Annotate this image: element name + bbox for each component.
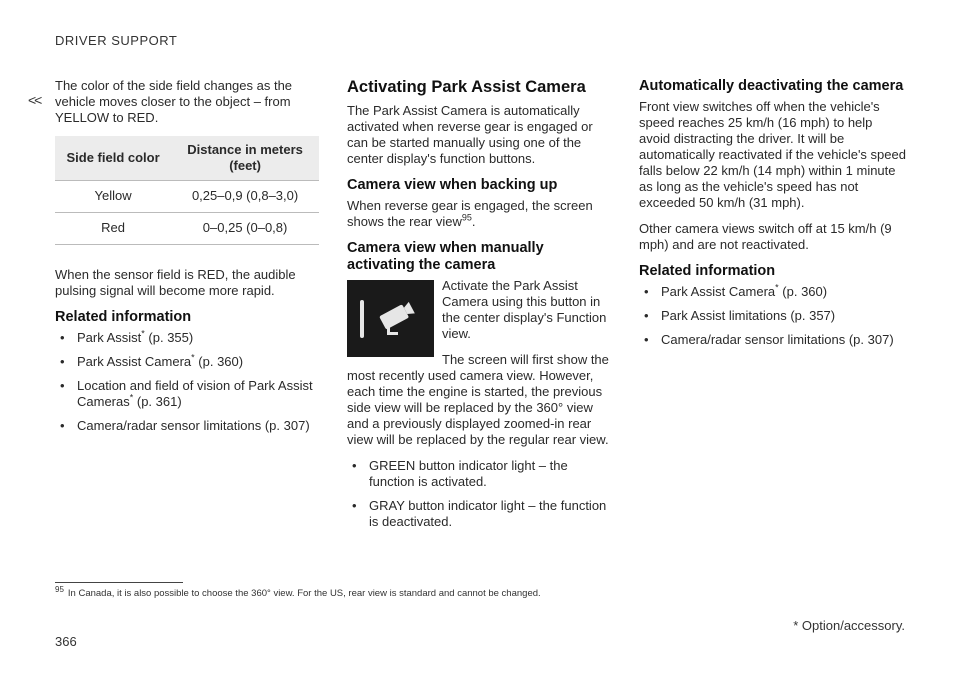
manual-p2: The screen will first show the most recently used camera view. However, each time the engine is started, the previous side view will be replaced by the 360° view and a previously displayed zoomed-in rear view will be replaced by the regular rear view. xyxy=(347,352,609,447)
table-row xyxy=(55,181,319,213)
bullet-icon: • xyxy=(644,308,649,323)
color-intro: The color of the side field changes as the vehicle moves closer to the object – from YELLOW to RED. xyxy=(55,78,293,125)
page-number: 366 xyxy=(55,634,77,649)
bullet-icon: • xyxy=(352,458,357,473)
column-1 xyxy=(55,78,323,442)
related-title: Related information xyxy=(639,263,776,279)
camera-icon xyxy=(375,298,419,342)
bullet-icon: • xyxy=(60,354,65,369)
bullet-icon: • xyxy=(60,378,65,393)
activating-title: Activating Park Assist Camera xyxy=(347,78,586,96)
activating-intro: The Park Assist Camera is automatically activated when reverse gear is engaged or can be started manually using one of the center display's function buttons. xyxy=(347,103,593,166)
indicator-list xyxy=(347,458,615,530)
footnote-rule xyxy=(55,582,183,583)
manual-title: Camera view when manually activating the camera xyxy=(347,240,544,273)
related-link[interactable]: • Park Assist Camera* (p. 360) xyxy=(60,352,244,369)
deactivating-p1: Front view switches off when the vehicle's speed reaches 25 km/h (16 mph) to help avoid distracting the driver. It will be automatically reactivated if the vehicle's speed falls below 22 km/h (14 mph) within 1 minute as long as the vehicle's speed has not exceeded 50 km/h (31 mph). xyxy=(639,99,906,210)
footnote-ref: 95 xyxy=(461,212,472,223)
backing-title: Camera view when backing up xyxy=(347,177,558,193)
related-link[interactable]: • Park Assist Camera* (p. 360) xyxy=(644,282,828,299)
bullet-icon: • xyxy=(644,332,649,347)
list-item: • GREEN button indicator light – the function is activated. xyxy=(352,458,568,489)
column-3 xyxy=(639,78,907,356)
table-cell: 0–0,25 (0–0,8) xyxy=(171,213,319,245)
table-row xyxy=(55,213,319,245)
related-list xyxy=(55,330,323,434)
table-header: Side field color xyxy=(55,136,171,181)
table-cell: Yellow xyxy=(55,181,171,213)
deactivating-title: Automatically deactivating the camera xyxy=(639,78,904,94)
manual-p1: Activate the Park Assist Camera using this button in the center display's Function view. xyxy=(442,278,607,341)
table-cell: 0,25–0,9 (0,8–3,0) xyxy=(171,181,319,213)
list-item: • GRAY button indicator light – the function is deactivated. xyxy=(352,498,607,529)
bullet-icon: • xyxy=(644,284,649,299)
indicator-bar xyxy=(360,300,364,338)
bullet-icon: • xyxy=(60,418,65,433)
backing-text: When reverse gear is engaged, the screen shows the rear view$^{95}$. xyxy=(347,198,593,229)
table-cell: Red xyxy=(55,213,171,245)
related-link[interactable]: • Park Assist limitations (p. 357) xyxy=(644,308,836,323)
table-header: Distance in meters (feet) xyxy=(171,136,319,181)
section-header: DRIVER SUPPORT xyxy=(55,33,178,48)
distance-table xyxy=(55,136,319,245)
related-title: Related information xyxy=(55,309,192,325)
bullet-icon: • xyxy=(352,498,357,513)
related-link[interactable]: • Location and field of vision of Park Assist Cameras* (p. 361) xyxy=(60,378,313,409)
sensor-note: When the sensor field is RED, the audible pulsing signal will become more rapid. xyxy=(55,267,296,298)
related-link[interactable]: • Park Assist* (p. 355) xyxy=(60,328,194,345)
related-link[interactable]: • Camera/radar sensor limitations (p. 307) xyxy=(644,332,894,347)
related-link[interactable]: • Camera/radar sensor limitations (p. 307) xyxy=(60,418,310,433)
camera-button-image xyxy=(347,280,434,357)
continued-mark: << xyxy=(28,92,41,108)
column-2 xyxy=(347,78,615,538)
option-note: * Option/accessory. xyxy=(793,618,905,633)
deactivating-p2: Other camera views switch off at 15 km/h (9 mph) and are not reactivated. xyxy=(639,221,892,252)
bullet-icon: • xyxy=(60,330,65,345)
footnote: $^{95}$ In Canada, it is also possible to choose the 360° view. For the US, rear view is standard and cannot be changed. xyxy=(55,584,541,599)
related-list xyxy=(639,284,907,348)
